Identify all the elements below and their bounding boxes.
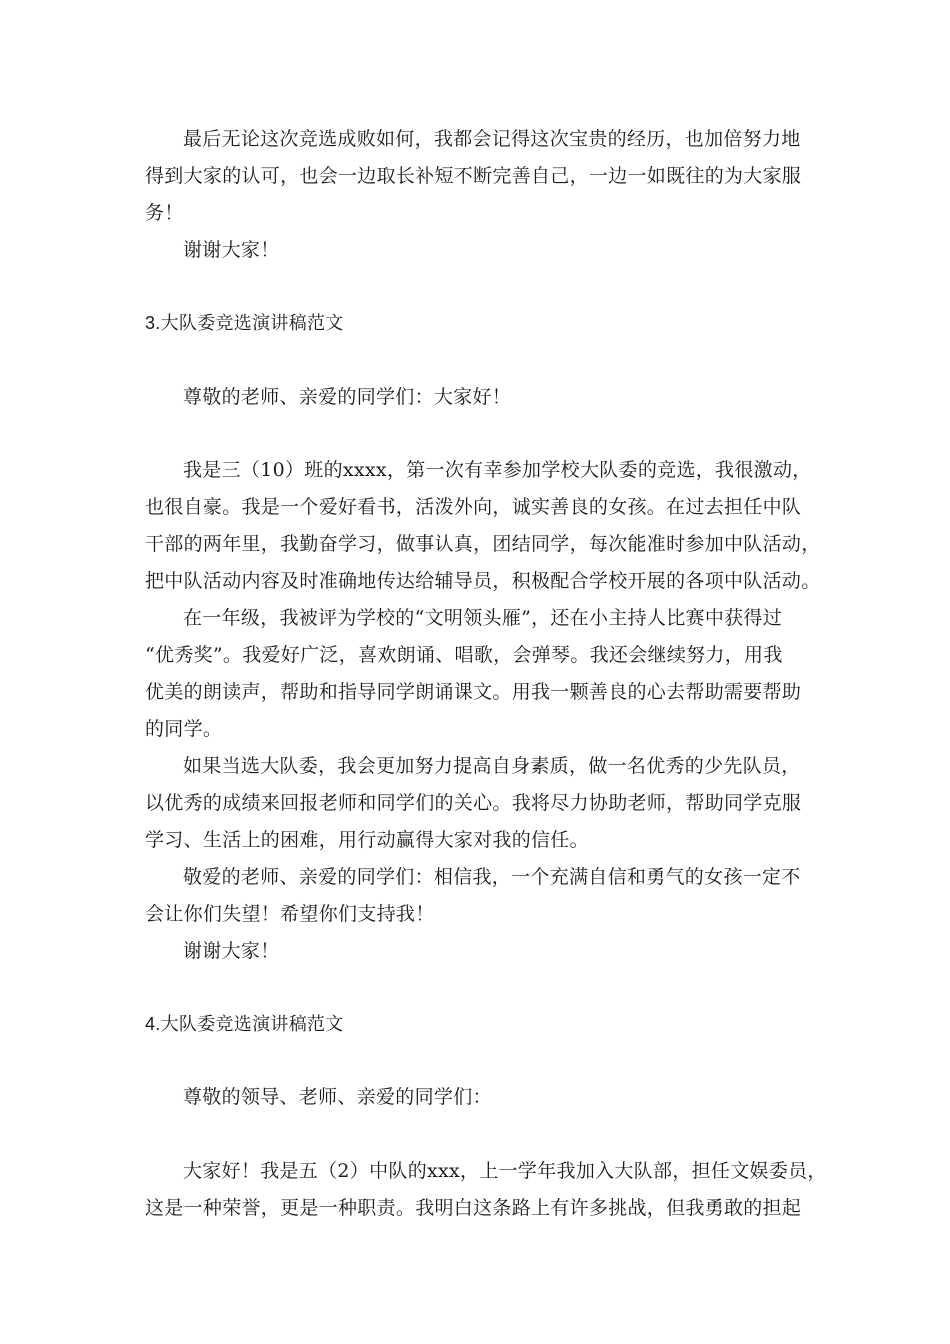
paragraph-line: 以优秀的成绩来回报老师和同学们的关心。我将尽力协助老师，帮助同学克服 [145,792,802,814]
section-heading: 3.大队委竞选演讲稿范文 [145,313,344,333]
paragraph-line: 优美的朗读声，帮助和指导同学朗诵课文。用我一颗善良的心去帮助需要帮助 [145,681,802,703]
paragraph-line: 也很自豪。我是一个爱好看书，活泼外向，诚实善良的女孩。在过去担任中队 [145,496,802,518]
paragraph-line: 会让你们失望！希望你们支持我！ [145,903,435,925]
paragraph-line: 学习、生活上的困难，用行动赢得大家对我的信任。 [145,829,589,851]
paragraph-line: 敬爱的老师、亲爱的同学们：相信我，一个充满自信和勇气的女孩一定不 [183,866,801,888]
paragraph-line: 的同学。 [145,718,223,740]
paragraph-line: 最后无论这次竞选成败如何，我都会记得这次宝贵的经历，也加倍努力地 [183,128,801,150]
paragraph-line: 这是一种荣誉，更是一种职责。我明白这条路上有许多挑战，但我勇敢的担起 [145,1197,802,1219]
paragraph-line: 我是三（10）班的xxxx，第一次有幸参加学校大队委的竞选，我很激动， [183,459,812,481]
paragraph-line: “优秀奖”。我爱好广泛，喜欢朗诵、唱歌，会弹琴。我还会继续努力，用我 [145,644,783,666]
paragraph-line: 把中队活动内容及时准确地传达给辅导员，积极配合学校开展的各项中队活动。 [145,570,821,592]
closing-thanks: 谢谢大家！ [183,239,280,261]
paragraph-line: 大家好！我是五（2）中队的xxx，上一学年我加入大队部，担任文娱委员， [183,1160,827,1182]
paragraph-line: 务！ [145,202,184,224]
greeting-line: 尊敬的老师、亲爱的同学们：大家好！ [183,386,512,408]
closing-thanks: 谢谢大家！ [183,940,280,962]
paragraph-line: 得到大家的认可，也会一边取长补短不断完善自己，一边一如既往的为大家服 [145,165,802,187]
paragraph-line: 干部的两年里，我勤奋学习，做事认真，团结同学，每次能准时参加中队活动， [145,533,821,555]
section-heading: 4.大队委竞选演讲稿范文 [145,1014,344,1034]
paragraph-line: 如果当选大队委，我会更加努力提高自身素质，做一名优秀的少先队员， [183,755,801,777]
paragraph-line: 在一年级，我被评为学校的“文明领头雁”，还在小主持人比赛中获得过 [183,607,783,629]
greeting-line: 尊敬的领导、老师、亲爱的同学们： [183,1086,492,1108]
